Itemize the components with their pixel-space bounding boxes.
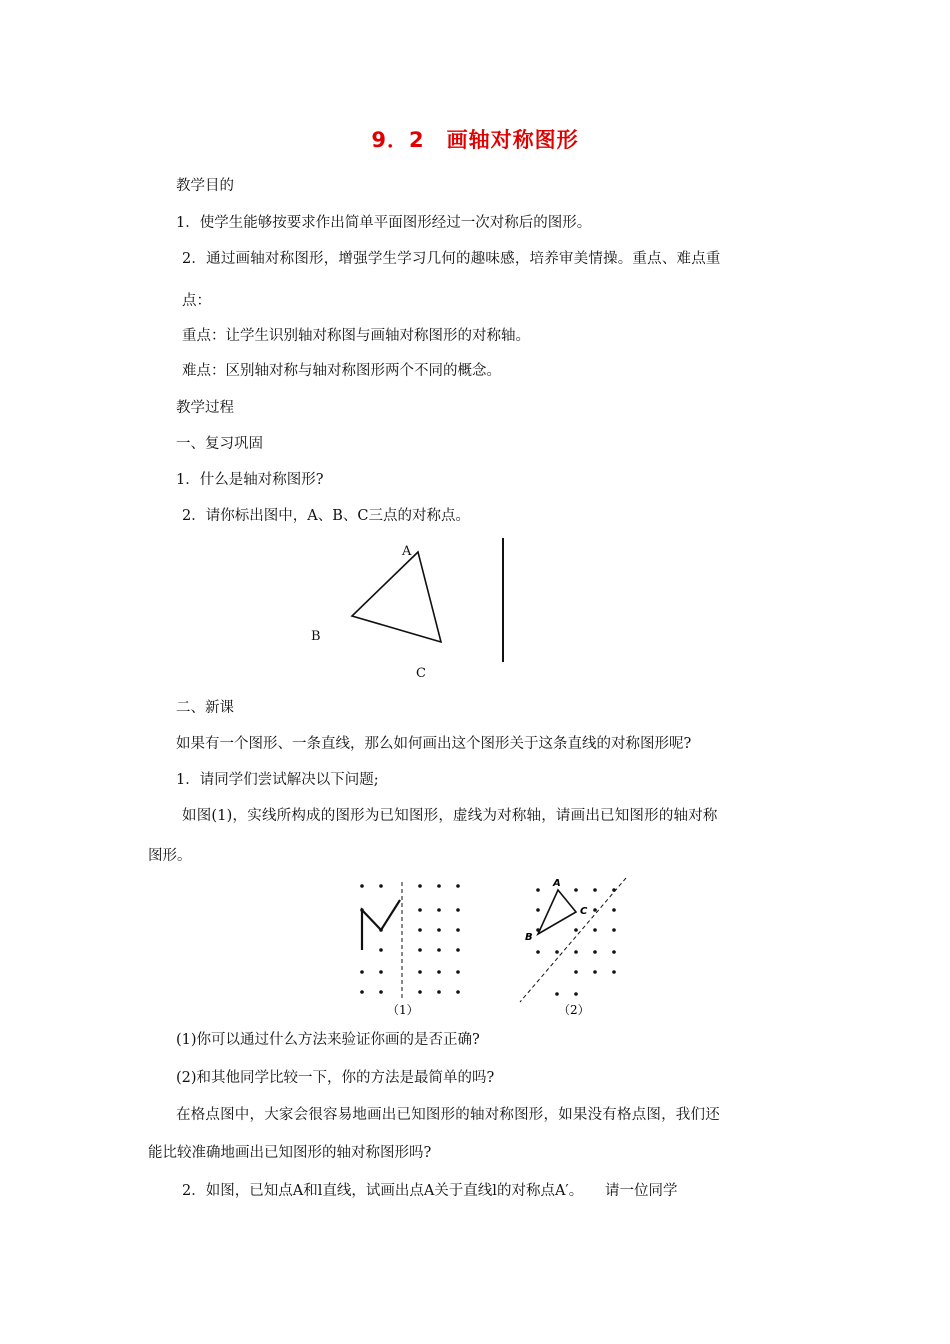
section-heading-process: 教学过程 [176,400,234,416]
question-2: 2．请你标出图中，A、B、C三点的对称点。 [182,508,470,524]
label-a: A [402,544,412,559]
caption-1: （1） [387,1003,419,1017]
triangle-abc [352,552,441,642]
grid-paragraph-line-1: 在格点图中，大家会很容易地画出已知图形的轴对称图形，如果没有格点图，我们还 [176,1107,720,1123]
task-1-description-line-2: 图形。 [148,848,192,864]
goal-item-2-line-1: 2．通过画轴对称图形，增强学生学习几何的趣味感，培养审美情操。重点、难点重 [182,251,721,267]
section-heading-goal: 教学目的 [176,178,234,194]
key-point: 重点：让学生识别轴对称图与画轴对称图形的对称轴。 [182,328,530,344]
label-b: B [311,629,321,644]
goal-item-1: 1．使学生能够按要求作出简单平面图形经过一次对称后的图形。 [176,215,592,231]
known-figure-1 [362,900,400,950]
grid-label-c: C [580,906,588,917]
difficult-point: 难点：区别轴对称与轴对称图形两个不同的概念。 [182,363,501,379]
task-2: 2．如图，已知点A和l直线，试画出点A关于直线l的对称点A′。 请一位同学 [182,1183,678,1199]
page-title: 9．2 画轴对称图形 [371,128,579,152]
goal-item-2-line-2: 点： [182,293,211,309]
sub-question-2: (2)和其他同学比较一下，你的方法是最简单的吗? [176,1070,495,1086]
question-1: 1．什么是轴对称图形? [176,472,324,488]
task-1-description-line-1: 如图(1)，实线所构成的图形为已知图形，虚线为对称轴，请画出已知图形的轴对称 [182,808,718,824]
grid-label-b: B [525,932,533,943]
known-triangle-2 [538,890,576,934]
caption-2: （2） [558,1003,590,1017]
task-1: 1．请同学们尝试解决以下问题; [176,772,379,788]
grid-paragraph-line-2: 能比较准确地画出已知图形的轴对称图形吗? [148,1145,432,1161]
sub-question-1: (1)你可以通过什么方法来验证你画的是否正确? [176,1032,480,1048]
intro-paragraph: 如果有一个图形、一条直线，那么如何画出这个图形关于这条直线的对称图形呢? [176,736,692,752]
grid-figures [340,872,640,1024]
dashed-axis-2 [520,878,626,1002]
grid-label-a: A [553,878,561,889]
part-heading-new-lesson: 二、新课 [176,700,234,716]
part-heading-review: 一、复习巩固 [176,436,263,452]
grid-2-dots [536,888,616,996]
grid-1-dots [360,884,460,994]
label-c: C [416,666,426,681]
